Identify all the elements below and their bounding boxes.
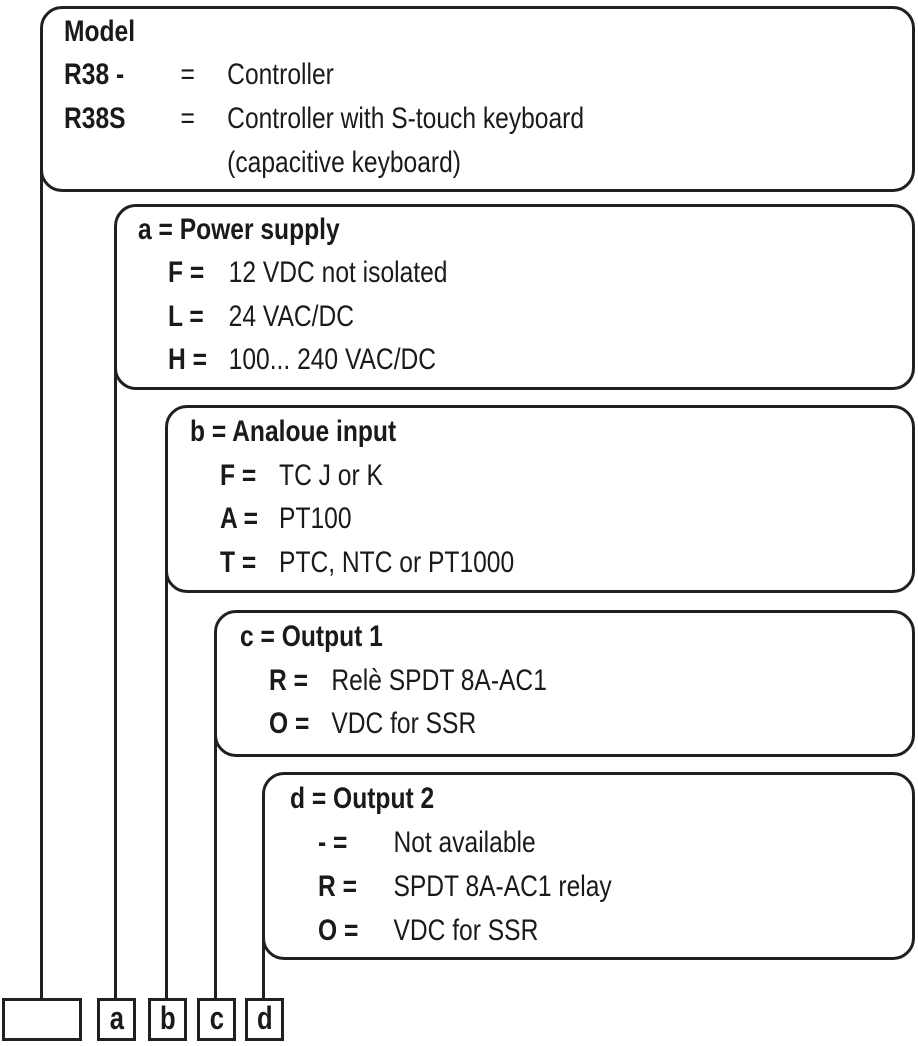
option-text: VDC for SSR [331,707,477,740]
section-b-title: b = Analoue input [190,415,397,448]
section-c-title: c = Output 1 [240,620,383,653]
code-box-label: c [209,1000,224,1036]
option-code: - = [318,826,348,859]
option-code: O = [318,914,359,947]
connector-a [114,360,117,1000]
model-code: R38 - [64,58,125,91]
option-text: Relè SPDT 8A-AC1 [331,664,547,697]
model-text: (capacitive keyboard) [227,146,461,179]
model-eq: = [180,102,195,135]
model-eq: = [180,58,195,91]
code-box-label: d [256,1000,273,1036]
option-text: PT100 [279,502,352,535]
connector-b [165,560,168,1000]
option-text: Not available [393,826,536,859]
option-text: 24 VAC/DC [228,300,354,333]
option-code: T = [220,546,257,579]
option-text: SPDT 8A-AC1 relay [393,870,612,903]
model-code: R38S [64,102,126,135]
option-text: 100... 240 VAC/DC [228,343,437,376]
option-code: R = [318,870,357,903]
code-box-label: a [109,1000,124,1036]
model-box [40,6,915,192]
connector-c [214,720,217,1000]
model-text: Controller with S-touch keyboard [227,102,585,135]
code-box-b [148,998,187,1041]
option-code: L = [168,300,204,333]
model-text: Controller [227,58,334,91]
code-box-a [97,998,136,1041]
option-code: A = [220,502,259,535]
code-box-label: b [159,1000,176,1036]
code-box-c [197,998,236,1041]
option-text: 12 VDC not isolated [228,256,448,289]
option-text: TC J or K [279,459,383,492]
code-box-d [245,998,284,1041]
section-a-title: a = Power supply [138,213,340,246]
code-box-model [2,998,82,1041]
section-d-title: d = Output 2 [290,782,435,815]
model-title: Model [64,15,136,48]
option-code: R = [269,664,308,697]
option-code: F = [168,256,205,289]
option-text: PTC, NTC or PT1000 [279,546,515,579]
connector-model [40,150,43,1000]
option-code: F = [220,459,257,492]
option-code: H = [168,343,207,376]
option-text: VDC for SSR [393,914,539,947]
option-code: O = [269,707,310,740]
